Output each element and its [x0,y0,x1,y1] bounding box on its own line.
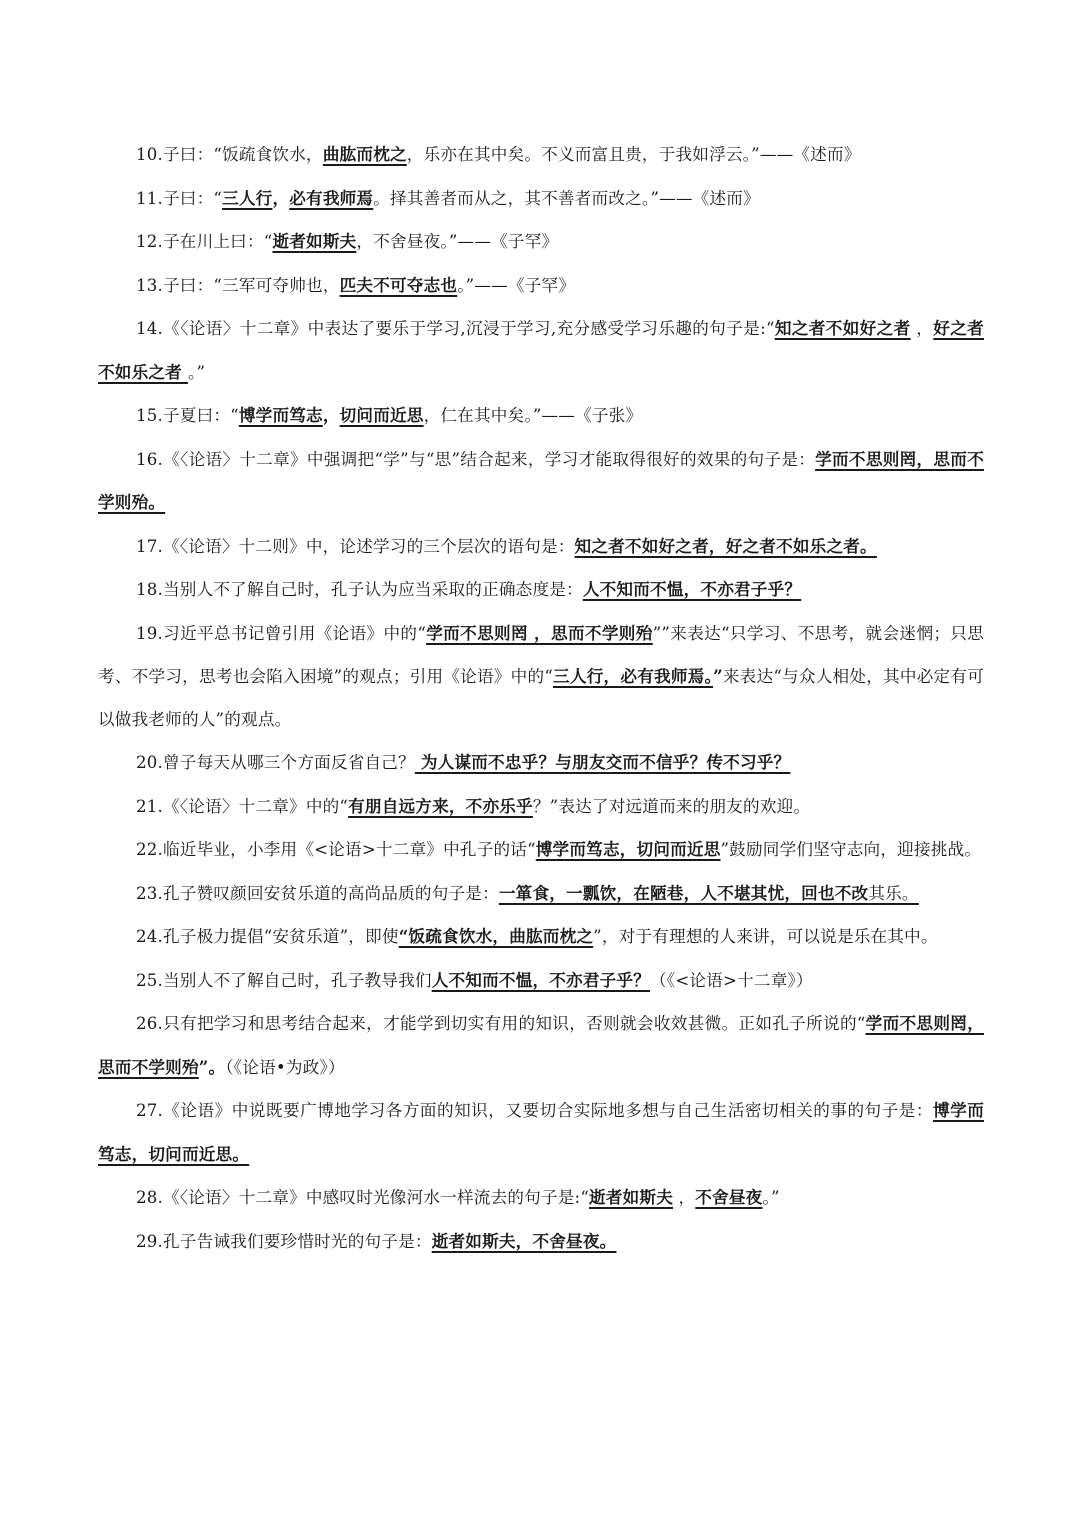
question-text: 13.子曰：“三军可夺帅也， [136,275,340,295]
list-item [98,220,984,264]
question-text: 25.当别人不了解自己时，孔子教导我们 [136,970,432,990]
list-item [98,568,984,612]
list-item [98,612,984,742]
list-item [98,264,984,308]
question-text: 18.当别人不了解自己时，孔子认为应当采取的正确态度是： [136,580,583,599]
question-text: 10.子曰：“饭疏食饮水， [136,145,323,164]
answer-text: 曲肱而枕之 [322,144,407,164]
question-text: ， [322,405,340,425]
question-text: ”。 [198,1056,226,1077]
list-item [98,1089,984,1176]
question-text: 。” [187,362,206,382]
answer-text: 学而不思则罔 ，思而不学则殆 [426,622,653,643]
question-text: ，不舍昼夜。”——《子罕》 [356,232,559,251]
answer-text: 其乐。 [868,883,919,903]
list-item [98,828,984,872]
answer-text: 三人行 [222,187,273,208]
question-text: ， [272,187,290,208]
question-text: 19.习近平总书记曾引用《论语》中的“ [136,623,427,643]
question-text: 23.孔子赞叹颜回安贫乐道的高尚品质的句子是： [136,883,499,903]
answer-text: 学而不思则罔，思而不学则殆。 [98,448,984,512]
answer-text: 逝者如斯夫 [589,1187,673,1207]
question-text: ”，对于有理想的人来讲，可以说是乐在其中。 [593,927,938,946]
question-text: 24.孔子极力提倡“安贫乐道”，即使 [136,927,399,946]
question-text: 12.子在川上曰：“ [136,232,273,251]
answer-text: 逝者如斯夫 [272,231,357,251]
question-text: 。” [762,1188,780,1207]
question-text: 28.《〈论语〉十二章》中感叹时光像河水一样流去的句子是:“ [136,1188,590,1207]
list-item [98,1002,984,1089]
answer-text: 有朋自远方来，不亦乐乎 [348,795,533,816]
answer-text: 知之者不如好之者，好之者不如乐之者。 [574,535,877,556]
answer-text: 切问而近思 [339,405,424,425]
list-item [98,525,984,569]
question-text: ” [713,666,723,686]
answer-text: “饭疏食饮水，曲肱而枕之 [398,926,594,946]
answer-text: 三人行，必有我师焉。 [553,666,714,686]
list-item [98,307,984,394]
question-text: 。择其善者而从之，其不善者而改之。”——《述而》 [373,188,760,208]
question-text: ，仁在其中矣。”——《子张》 [423,406,643,425]
list-item [98,741,984,785]
question-text: 15.子夏曰：“ [136,406,239,425]
question-list [98,133,984,1263]
question-text: ？”表达了对远道而来的朋友的欢迎。 [532,796,811,816]
question-text: 14.《〈论语〉十二章》中表达了要乐于学习,沉浸于学习,充分感受学习乐趣的句子是:“ [136,319,775,338]
answer-text: 不舍昼夜 [695,1187,763,1207]
answer-text: 一箪食，一瓢饮，在陋巷，人不堪其忧，回也不改 [498,882,869,903]
answer-text: 博学而笃志 [238,405,323,425]
list-item [98,177,984,221]
question-text: （《论语•为政》） [225,1057,345,1077]
question-text: 22.临近毕业，小李用《<论语>十二章》中孔子的话“ [136,840,536,859]
question-text: ， [672,1188,696,1207]
answer-text: 博学而笃志，切问而近思。 [98,1100,984,1164]
list-item [98,959,984,1003]
list-item [98,915,984,959]
answer-text: 知之者不如好之者 [774,318,911,338]
answer-text: 好之者不如乐之者 [98,318,984,382]
question-text: ””来表达“只学习、不思考，就会迷惘；只思考、不学习，思考也会陷入困境”的观点；引用《论语》中的“ [98,623,985,686]
question-text: 来表达“与众人相处，其中必定有可以做我老师的人”的观点。 [98,667,984,729]
answer-text: 必有我师焉 [289,187,374,208]
answer-text: 逝者如斯夫，不舍昼夜。 [431,1230,617,1251]
question-text: 21.《〈论语〉十二章》中的“ [136,796,349,816]
question-text: 11.子曰：“ [136,188,223,208]
answer-text: 匹夫不可夺志也 [339,274,458,295]
question-text: 20.曾子每天从哪三个方面反省自己？ [136,753,415,772]
question-text: 。”——《子罕》 [457,275,576,295]
question-text: 16.《〈论语〉十二章》中强调把“学”与“思”结合起来，学习才能取得很好的效果的句子是： [136,449,816,469]
question-text: 29.孔子告诫我们要珍惜时光的句子是： [136,1231,432,1251]
question-text: （《<论语>十二章》） [650,970,813,990]
question-text: 26.只有把学习和思考结合起来，才能学到切实有用的知识，否则就会收效甚微。正如孔子所说的“ [136,1014,866,1033]
question-text: ，乐亦在其中矣。不义而富且贵，于我如浮云。”——《述而》 [406,145,861,164]
answer-text: 人不知而不愠，不亦君子乎？ [582,579,802,599]
question-text: 27.《论语》中说既要广博地学习各方面的知识，又要切合实际地多想与自己生活密切相关的事的句子是： [136,1101,933,1120]
list-item [98,1220,984,1264]
list-item [98,438,984,525]
list-item [98,1176,984,1220]
answer-text: 博学而笃志，切问而近思 [535,839,721,859]
list-item [98,133,984,177]
answer-text: 学而不思则罔，思而不学则殆 [98,1013,984,1077]
question-text: ， [910,319,934,338]
question-text: 17.《〈论语〉十二则》中，论述学习的三个层次的语句是： [136,536,575,556]
question-text: ”鼓励同学们坚守志向，迎接挑战。 [720,840,982,859]
list-item [98,785,984,829]
list-item [98,872,984,916]
answer-text: 人不知而不愠，不亦君子乎？ [431,969,651,990]
list-item [98,394,984,438]
answer-text: 为人谋而不忠乎？与朋友交而不信乎？传不习乎？ [414,752,791,772]
